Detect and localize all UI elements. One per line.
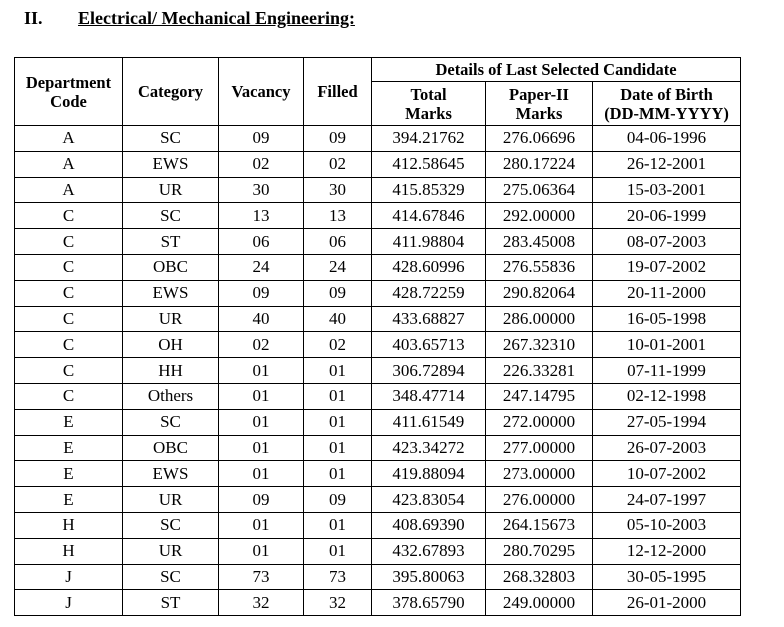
cell-filled: 73 <box>304 564 372 590</box>
cell-paper2-marks: 267.32310 <box>486 332 593 358</box>
cell-category: SC <box>123 564 219 590</box>
header-total-marks: Total Marks <box>372 82 486 126</box>
cell-vacancy: 01 <box>219 461 304 487</box>
cell-category: Others <box>123 383 219 409</box>
cell-filled: 01 <box>304 512 372 538</box>
cell-dept-code: J <box>15 564 123 590</box>
cell-total-marks: 306.72894 <box>372 358 486 384</box>
cell-vacancy: 01 <box>219 512 304 538</box>
table-row <box>15 358 741 384</box>
cell-dept-code: C <box>15 306 123 332</box>
cell-vacancy: 01 <box>219 435 304 461</box>
cell-vacancy: 73 <box>219 564 304 590</box>
cell-dob: 04-06-1996 <box>593 126 741 152</box>
cell-dept-code: E <box>15 435 123 461</box>
cell-dob: 26-01-2000 <box>593 590 741 616</box>
cell-total-marks: 394.21762 <box>372 126 486 152</box>
cell-vacancy: 02 <box>219 332 304 358</box>
section-number: II. <box>24 8 43 28</box>
cell-category: EWS <box>123 151 219 177</box>
cell-paper2-marks: 286.00000 <box>486 306 593 332</box>
cell-category: EWS <box>123 461 219 487</box>
table-row <box>15 203 741 229</box>
cell-filled: 01 <box>304 538 372 564</box>
cell-total-marks: 348.47714 <box>372 383 486 409</box>
cell-paper2-marks: 290.82064 <box>486 280 593 306</box>
cell-vacancy: 13 <box>219 203 304 229</box>
header-vacancy: Vacancy <box>219 58 304 126</box>
cell-category: UR <box>123 487 219 513</box>
cell-paper2-marks: 273.00000 <box>486 461 593 487</box>
table-row <box>15 383 741 409</box>
cell-total-marks: 412.58645 <box>372 151 486 177</box>
cell-dept-code: C <box>15 254 123 280</box>
cell-dob: 08-07-2003 <box>593 229 741 255</box>
cell-dob: 24-07-1997 <box>593 487 741 513</box>
cell-paper2-marks: 276.06696 <box>486 126 593 152</box>
cell-dob: 12-12-2000 <box>593 538 741 564</box>
cell-dept-code: C <box>15 383 123 409</box>
cell-category: UR <box>123 177 219 203</box>
section-title: Electrical/ Mechanical Engineering: <box>78 8 355 28</box>
cell-vacancy: 01 <box>219 409 304 435</box>
cell-paper2-marks: 280.17224 <box>486 151 593 177</box>
cell-total-marks: 432.67893 <box>372 538 486 564</box>
table-row <box>15 538 741 564</box>
cell-total-marks: 408.69390 <box>372 512 486 538</box>
cell-dept-code: E <box>15 461 123 487</box>
cell-vacancy: 30 <box>219 177 304 203</box>
cell-filled: 02 <box>304 151 372 177</box>
cell-total-marks: 411.61549 <box>372 409 486 435</box>
cell-vacancy: 09 <box>219 126 304 152</box>
cell-filled: 30 <box>304 177 372 203</box>
cell-dept-code: C <box>15 332 123 358</box>
cell-paper2-marks: 276.00000 <box>486 487 593 513</box>
cell-paper2-marks: 283.45008 <box>486 229 593 255</box>
table-row <box>15 590 741 616</box>
cell-total-marks: 433.68827 <box>372 306 486 332</box>
cell-dob: 05-10-2003 <box>593 512 741 538</box>
table-row <box>15 409 741 435</box>
cell-dept-code: J <box>15 590 123 616</box>
cell-filled: 02 <box>304 332 372 358</box>
table-row <box>15 177 741 203</box>
cell-filled: 01 <box>304 409 372 435</box>
cell-total-marks: 423.34272 <box>372 435 486 461</box>
cell-category: OBC <box>123 254 219 280</box>
cell-category: ST <box>123 590 219 616</box>
cell-vacancy: 09 <box>219 487 304 513</box>
table-row <box>15 487 741 513</box>
cell-filled: 13 <box>304 203 372 229</box>
cell-category: SC <box>123 409 219 435</box>
cell-category: UR <box>123 538 219 564</box>
header-category: Category <box>123 58 219 126</box>
cell-dob: 26-12-2001 <box>593 151 741 177</box>
cell-filled: 40 <box>304 306 372 332</box>
cell-dob: 10-07-2002 <box>593 461 741 487</box>
table-row <box>15 306 741 332</box>
cell-dept-code: A <box>15 177 123 203</box>
cell-vacancy: 01 <box>219 383 304 409</box>
cell-category: OH <box>123 332 219 358</box>
cell-category: EWS <box>123 280 219 306</box>
cell-total-marks: 395.80063 <box>372 564 486 590</box>
cell-total-marks: 378.65790 <box>372 590 486 616</box>
cell-vacancy: 02 <box>219 151 304 177</box>
table-row <box>15 229 741 255</box>
cell-filled: 32 <box>304 590 372 616</box>
cell-paper2-marks: 276.55836 <box>486 254 593 280</box>
table-row <box>15 254 741 280</box>
cell-vacancy: 32 <box>219 590 304 616</box>
table-row <box>15 280 741 306</box>
cell-dept-code: H <box>15 512 123 538</box>
cell-dob: 15-03-2001 <box>593 177 741 203</box>
cell-category: SC <box>123 203 219 229</box>
table-body <box>15 126 741 616</box>
cell-dob: 20-11-2000 <box>593 280 741 306</box>
cell-dob: 20-06-1999 <box>593 203 741 229</box>
cell-vacancy: 09 <box>219 280 304 306</box>
section-heading <box>24 7 355 29</box>
cell-paper2-marks: 272.00000 <box>486 409 593 435</box>
cell-filled: 01 <box>304 358 372 384</box>
cell-dob: 07-11-1999 <box>593 358 741 384</box>
cell-dept-code: C <box>15 358 123 384</box>
cell-filled: 01 <box>304 383 372 409</box>
cell-vacancy: 40 <box>219 306 304 332</box>
cell-category: ST <box>123 229 219 255</box>
cell-dept-code: A <box>15 126 123 152</box>
cell-total-marks: 403.65713 <box>372 332 486 358</box>
cell-paper2-marks: 277.00000 <box>486 435 593 461</box>
cell-filled: 01 <box>304 435 372 461</box>
cell-dob: 02-12-1998 <box>593 383 741 409</box>
cell-category: SC <box>123 126 219 152</box>
cell-category: HH <box>123 358 219 384</box>
cell-paper2-marks: 226.33281 <box>486 358 593 384</box>
cell-vacancy: 06 <box>219 229 304 255</box>
cell-dept-code: E <box>15 487 123 513</box>
header-paper2-marks: Paper-II Marks <box>486 82 593 126</box>
cell-paper2-marks: 249.00000 <box>486 590 593 616</box>
cell-paper2-marks: 292.00000 <box>486 203 593 229</box>
cell-dept-code: H <box>15 538 123 564</box>
cell-dob: 27-05-1994 <box>593 409 741 435</box>
cell-filled: 24 <box>304 254 372 280</box>
cell-total-marks: 419.88094 <box>372 461 486 487</box>
cell-dob: 30-05-1995 <box>593 564 741 590</box>
table-row <box>15 126 741 152</box>
cell-filled: 06 <box>304 229 372 255</box>
cell-vacancy: 01 <box>219 538 304 564</box>
table-row <box>15 151 741 177</box>
cell-total-marks: 423.83054 <box>372 487 486 513</box>
cell-filled: 09 <box>304 126 372 152</box>
table-row <box>15 461 741 487</box>
cell-vacancy: 24 <box>219 254 304 280</box>
header-dept-code: Department Code <box>15 58 123 126</box>
cell-category: UR <box>123 306 219 332</box>
cell-dept-code: E <box>15 409 123 435</box>
cell-dob: 19-07-2002 <box>593 254 741 280</box>
table-row <box>15 332 741 358</box>
cell-total-marks: 415.85329 <box>372 177 486 203</box>
cell-paper2-marks: 264.15673 <box>486 512 593 538</box>
cell-dept-code: A <box>15 151 123 177</box>
cell-category: SC <box>123 512 219 538</box>
cell-total-marks: 428.72259 <box>372 280 486 306</box>
cell-paper2-marks: 247.14795 <box>486 383 593 409</box>
cell-filled: 09 <box>304 487 372 513</box>
header-dob: Date of Birth (DD-MM-YYYY) <box>593 82 741 126</box>
table-row <box>15 564 741 590</box>
results-table <box>14 57 741 616</box>
cell-filled: 01 <box>304 461 372 487</box>
cell-dob: 26-07-2003 <box>593 435 741 461</box>
table-row <box>15 435 741 461</box>
cell-total-marks: 428.60996 <box>372 254 486 280</box>
header-filled: Filled <box>304 58 372 126</box>
cell-dept-code: C <box>15 203 123 229</box>
cell-vacancy: 01 <box>219 358 304 384</box>
cell-paper2-marks: 275.06364 <box>486 177 593 203</box>
cell-paper2-marks: 280.70295 <box>486 538 593 564</box>
cell-paper2-marks: 268.32803 <box>486 564 593 590</box>
cell-dob: 10-01-2001 <box>593 332 741 358</box>
cell-dob: 16-05-1998 <box>593 306 741 332</box>
table-row <box>15 512 741 538</box>
cell-dept-code: C <box>15 280 123 306</box>
cell-filled: 09 <box>304 280 372 306</box>
cell-category: OBC <box>123 435 219 461</box>
cell-total-marks: 411.98804 <box>372 229 486 255</box>
cell-dept-code: C <box>15 229 123 255</box>
cell-total-marks: 414.67846 <box>372 203 486 229</box>
header-details-group: Details of Last Selected Candidate <box>372 58 741 82</box>
